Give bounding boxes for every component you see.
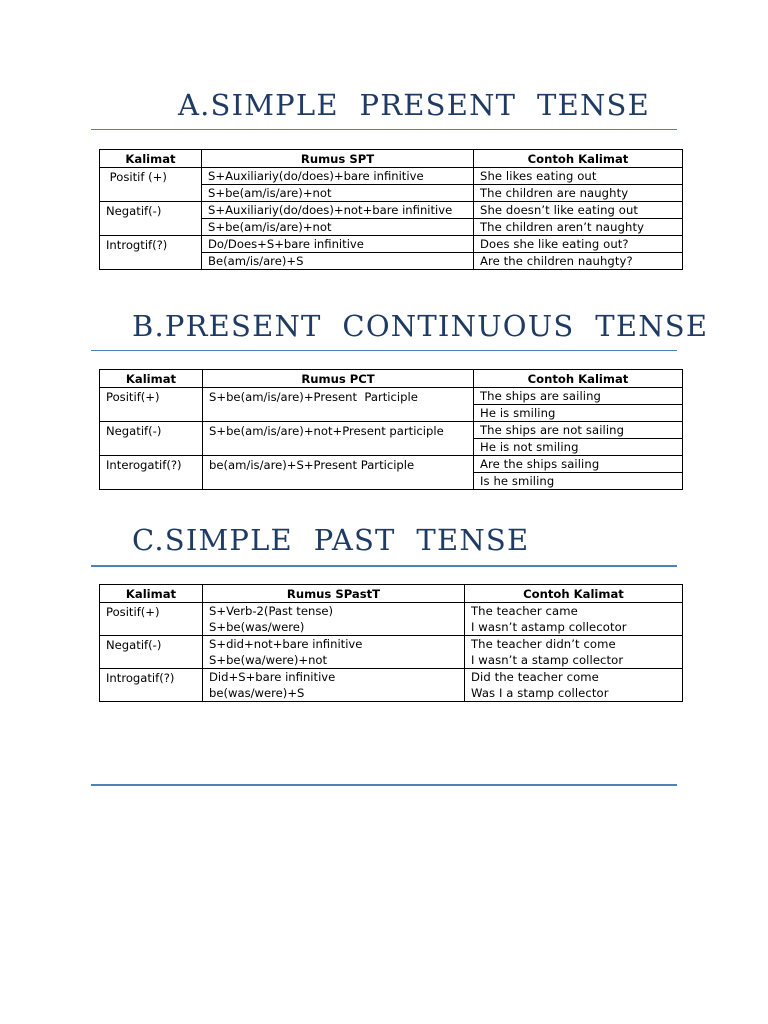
table-row (100, 422, 683, 439)
row-label-negatif: Negatif(-) (100, 636, 203, 669)
row-label-interogatif: Introgatif(?) (100, 669, 203, 702)
rumus-cell: Be(am/is/are)+S (202, 253, 474, 270)
contoh-cell: The ships are not sailing (474, 422, 683, 439)
rumus-cell: S+Verb-2(Past tense) (203, 603, 465, 620)
table-row (100, 669, 683, 686)
section-a-rule (91, 129, 677, 130)
contoh-cell: He is smiling (474, 405, 683, 422)
table-row (100, 456, 683, 473)
table-simple-past (99, 584, 683, 702)
row-label-interogatif: Interogatif(?) (100, 456, 203, 490)
header-contoh: Contoh Kalimat (465, 585, 683, 603)
contoh-cell: She doesn’t like eating out (474, 202, 683, 219)
section-d-rule (91, 784, 677, 786)
section-c-title: C.SIMPLE PAST TENSE (132, 523, 530, 557)
rumus-cell: S+Auxiliariy(do/does)+not+bare infinitive (202, 202, 474, 219)
contoh-cell: The children are naughty (474, 185, 683, 202)
table-row (100, 168, 683, 185)
row-label-interogatif: Introgtif(?) (100, 236, 202, 270)
header-rumus: Rumus SPastT (203, 585, 465, 603)
rumus-cell: S+be(am/is/are)+not+Present participle (203, 422, 474, 456)
table-row (100, 636, 683, 653)
rumus-cell: be(am/is/are)+S+Present Participle (203, 456, 474, 490)
contoh-cell: He is not smiling (474, 439, 683, 456)
contoh-cell: I wasn’t astamp collecotor (465, 619, 683, 636)
contoh-cell: The ships are sailing (474, 388, 683, 405)
section-b-title: B.PRESENT CONTINUOUS TENSE (132, 309, 709, 343)
header-kalimat: Kalimat (100, 370, 203, 388)
rumus-cell: Do/Does+S+bare infinitive (202, 236, 474, 253)
header-contoh: Contoh Kalimat (474, 150, 683, 168)
section-c-rule (91, 565, 677, 567)
table-simple-present (99, 149, 683, 270)
header-rumus: Rumus PCT (203, 370, 474, 388)
table-header-row (100, 585, 683, 603)
table-row (100, 236, 683, 253)
rumus-cell: S+be(am/is/are)+Present Participle (203, 388, 474, 422)
table-row (100, 603, 683, 620)
header-kalimat: Kalimat (100, 150, 202, 168)
contoh-cell: The children aren’t naughty (474, 219, 683, 236)
row-label-positif: Positif(+) (100, 388, 203, 422)
rumus-cell: S+be(am/is/are)+not (202, 219, 474, 236)
row-label-positif: Positif (+) (100, 168, 202, 202)
rumus-cell: S+Auxiliariy(do/does)+bare infinitive (202, 168, 474, 185)
table-header-row (100, 150, 683, 168)
section-a-title: A.SIMPLE PRESENT TENSE (178, 88, 650, 122)
row-label-negatif: Negatif(-) (100, 422, 203, 456)
contoh-cell: The teacher came (465, 603, 683, 620)
rumus-cell: be(was/were)+S (203, 685, 465, 702)
contoh-cell: I wasn’t a stamp collector (465, 652, 683, 669)
contoh-cell: Was I a stamp collector (465, 685, 683, 702)
rumus-cell: S+be(was/were) (203, 619, 465, 636)
contoh-cell: Are the children nauhgty? (474, 253, 683, 270)
header-contoh: Contoh Kalimat (474, 370, 683, 388)
contoh-cell: She likes eating out (474, 168, 683, 185)
table-header-row (100, 370, 683, 388)
rumus-cell: Did+S+bare infinitive (203, 669, 465, 686)
row-label-negatif: Negatif(-) (100, 202, 202, 236)
table-present-continuous (99, 369, 683, 490)
table-row (100, 202, 683, 219)
contoh-cell: Did the teacher come (465, 669, 683, 686)
table-row (100, 388, 683, 405)
section-b-rule (91, 350, 677, 351)
contoh-cell: Is he smiling (474, 473, 683, 490)
contoh-cell: Are the ships sailing (474, 456, 683, 473)
header-kalimat: Kalimat (100, 585, 203, 603)
rumus-cell: S+be(wa/were)+not (203, 652, 465, 669)
rumus-cell: S+did+not+bare infinitive (203, 636, 465, 653)
contoh-cell: Does she like eating out? (474, 236, 683, 253)
contoh-cell: The teacher didn’t come (465, 636, 683, 653)
row-label-positif: Positif(+) (100, 603, 203, 636)
rumus-cell: S+be(am/is/are)+not (202, 185, 474, 202)
header-rumus: Rumus SPT (202, 150, 474, 168)
